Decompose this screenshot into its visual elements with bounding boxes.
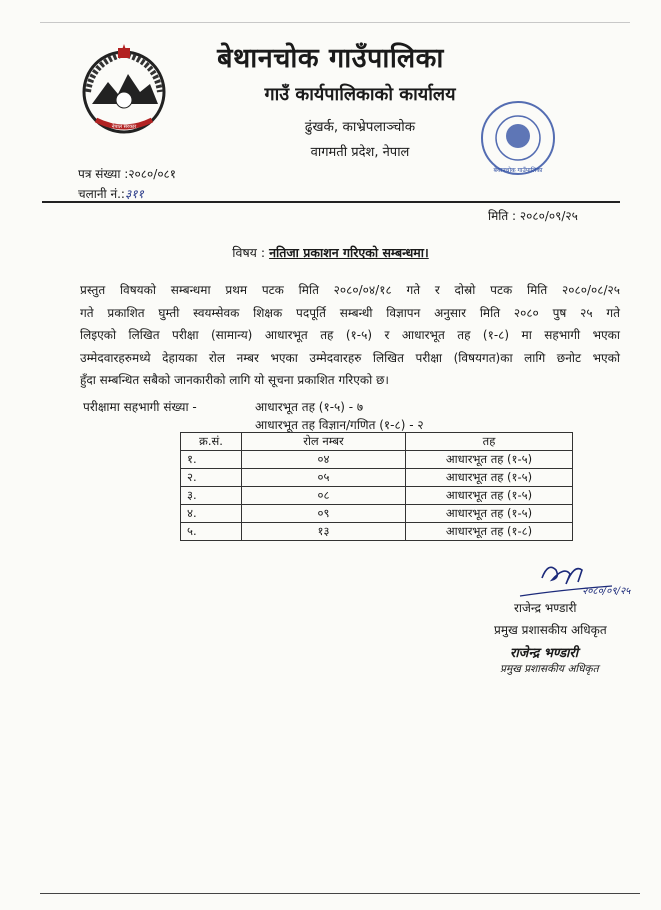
table-row bbox=[181, 487, 573, 505]
chalani-label: चलानी नं.: bbox=[78, 187, 125, 201]
officer-title: प्रमुख प्रशासकीय अधिकृत bbox=[494, 623, 607, 637]
level-cell: आधारभूत तह (१-८) bbox=[406, 523, 573, 541]
subject-prefix: विषय : bbox=[232, 245, 266, 260]
table-header-row bbox=[181, 433, 573, 451]
roll-cell: ०९ bbox=[242, 505, 406, 523]
roll-cell: ०५ bbox=[242, 469, 406, 487]
signature-date: २०८०/०९/२५ bbox=[582, 586, 631, 597]
patra-value: २०८०/०८१ bbox=[128, 167, 177, 181]
serial-cell: ५. bbox=[181, 523, 242, 541]
col-serial-header: क्र.सं. bbox=[181, 433, 242, 451]
table-row bbox=[181, 523, 573, 541]
officer-name: राजेन्द्र भण्डारी bbox=[514, 601, 577, 615]
letter-date: मिति : २०८०/०९/२५ bbox=[488, 209, 578, 223]
stamp-text: बेथानचोक गाउँपालिका bbox=[493, 167, 543, 174]
table-row bbox=[181, 451, 573, 469]
chalani-value: ३११ bbox=[124, 187, 144, 201]
roll-cell: ०४ bbox=[242, 451, 406, 469]
body-line: लिइएको लिखित परीक्षा (सामान्य) आधारभूत तह (१-५) र आधारभूत तह (१-८) मा सहभागी भएका bbox=[80, 328, 620, 342]
participants-label: परीक्षामा सहभागी संख्या - bbox=[83, 400, 197, 414]
office-stamp-icon bbox=[478, 96, 558, 180]
municipality-title: बेथानचोक गाउँपालिका bbox=[217, 43, 444, 74]
emblem-text: नेपाल सरकार bbox=[111, 124, 137, 130]
patra-sankhya bbox=[78, 165, 176, 182]
subject-line bbox=[0, 244, 661, 261]
roll-cell: १३ bbox=[242, 523, 406, 541]
level-cell: आधारभूत तह (१-५) bbox=[406, 469, 573, 487]
body-line: गते प्रकाशित घुम्ती स्वयम्सेवक शिक्षक पदपूर्ति सम्बन्धी विज्ञापन अनुसार मिति २०८० पुष २५ गते bbox=[80, 305, 620, 320]
body-line: हुँदा सम्बन्धित सबैको जानकारीको लागि यो सूचना प्रकाशित गरिएको छ। bbox=[80, 373, 389, 387]
participants-basic-1-5: आधारभूत तह (१-५) - ७ bbox=[255, 400, 364, 414]
participants-basic-1-8: आधारभूत तह विज्ञान/गणित (१-८) - २ bbox=[255, 418, 424, 432]
level-cell: आधारभूत तह (१-५) bbox=[406, 451, 573, 469]
body-line: उम्मेदवारहरुमध्ये देहायका रोल नम्बर भएका उम्मेदवारहरु लिखित परीक्षा (विषयगत)का लागि छनोट भएको bbox=[80, 350, 620, 365]
serial-cell: २. bbox=[181, 469, 242, 487]
table-row bbox=[181, 469, 573, 487]
results-table bbox=[180, 432, 573, 541]
address-line-2: वागमती प्रदेश, नेपाल bbox=[310, 145, 410, 160]
page-top-edge bbox=[40, 22, 630, 23]
col-roll-header: रोल नम्बर bbox=[242, 433, 406, 451]
level-cell: आधारभूत तह (१-५) bbox=[406, 505, 573, 523]
level-cell: आधारभूत तह (१-५) bbox=[406, 487, 573, 505]
col-level-header: तह bbox=[406, 433, 573, 451]
page-bottom-edge bbox=[40, 893, 640, 894]
patra-label: पत्र संख्या : bbox=[78, 167, 129, 181]
notice-body bbox=[80, 279, 620, 392]
office-subtitle: गाउँ कार्यपालिकाको कार्यालय bbox=[264, 84, 456, 105]
serial-cell: ४. bbox=[181, 505, 242, 523]
header-divider bbox=[42, 201, 620, 203]
seal-officer-name: राजेन्द्र भण्डारी bbox=[510, 646, 579, 661]
serial-cell: ३. bbox=[181, 487, 242, 505]
serial-cell: १. bbox=[181, 451, 242, 469]
subject-text: नतिजा प्रकाशन गरिएको सम्बन्धमा। bbox=[269, 245, 429, 260]
address-line-1: ढुंखर्क, काभ्रेपलाञ्चोक bbox=[304, 119, 416, 135]
body-line: प्रस्तुत विषयको सम्बन्धमा प्रथम पटक मिति २०८०/०४/१८ गते र दोस्रो पटक मिति २०८०/०८/२५ bbox=[80, 283, 620, 297]
seal-officer-title: प्रमुख प्रशासकीय अधिकृत bbox=[500, 663, 599, 675]
chalani-number bbox=[78, 185, 144, 202]
table-row bbox=[181, 505, 573, 523]
roll-cell: ०८ bbox=[242, 487, 406, 505]
